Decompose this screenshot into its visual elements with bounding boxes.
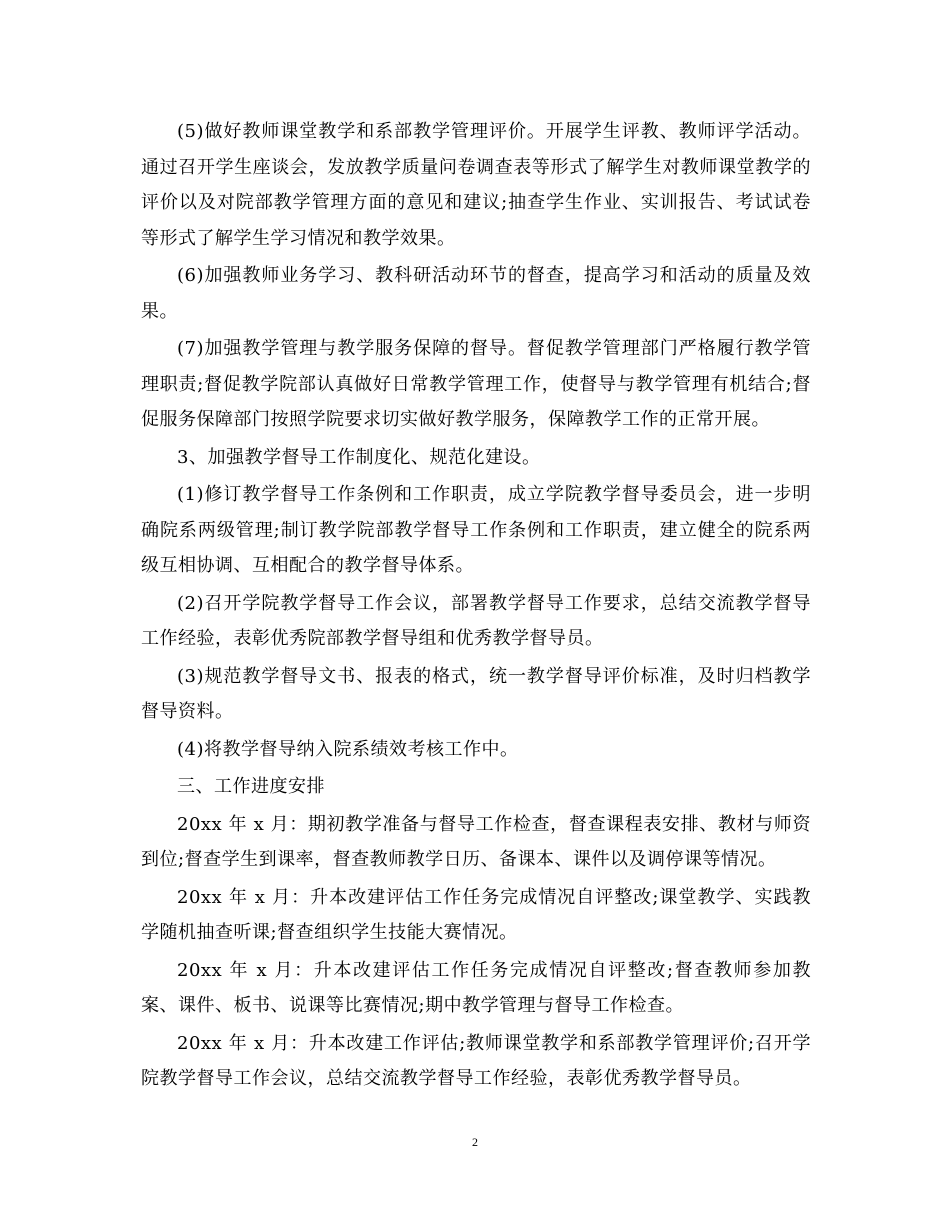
schedule-item: 20xx 年 x 月：升本改建评估工作任务完成情况自评整改;督查教师参加教案、课件、板书、说课等比赛情况;期中教学管理与督导工作检查。 bbox=[141, 959, 811, 1016]
paragraph: (4)将教学督导纳入院系绩效考核工作中。 bbox=[177, 738, 519, 760]
schedule-item: 20xx 年 x 月：期初教学准备与督导工作检查，督查课程表安排、教材与师资到位;督查学生到课率，督查教师教学日历、备课本、课件以及调停课等情况。 bbox=[141, 813, 811, 870]
paragraph: (6)加强教师业务学习、教科研活动环节的督查，提高学习和活动的质量及效果。 bbox=[141, 265, 811, 322]
page-number: 2 bbox=[472, 1135, 478, 1149]
document-body bbox=[141, 114, 811, 1099]
paragraph: (7)加强教学管理与教学服务保障的督导。督促教学管理部门严格履行教学管理职责;督促教学院部认真做好日常教学管理工作，使督导与教学管理有机结合;督促服务保障部门按照学院要求切实做好教学服务，保障教学工作的正常开展。 bbox=[141, 338, 811, 430]
schedule-item: 20xx 年 x 月：升本改建工作评估;教师课堂教学和系部教学管理评价;召开学院教学督导工作会议，总结交流教学督导工作经验，表彰优秀教学督导员。 bbox=[141, 1032, 811, 1089]
paragraph: (3)规范教学督导文书、报表的格式，统一教学督导评价标准，及时归档教学督导资料。 bbox=[141, 665, 811, 722]
paragraph: (2)召开学院教学督导工作会议，部署教学督导工作要求，总结交流教学督导工作经验，表彰优秀院部教学督导组和优秀教学督导员。 bbox=[141, 592, 811, 649]
section-heading: 3、加强教学督导工作制度化、规范化建设。 bbox=[177, 446, 541, 468]
section-heading: 三、工作进度安排 bbox=[177, 776, 325, 797]
paragraph: (1)修订教学督导工作条例和工作职责，成立学院教学督导委员会，进一步明确院系两级管理;制订教学院部教学督导工作条例和工作职责，建立健全的院系两级互相协调、互相配合的教学督导体系。 bbox=[141, 484, 811, 576]
schedule-item: 20xx 年 x 月：升本改建评估工作任务完成情况自评整改;课堂教学、实践教学随机抽查听课;督查组织学生技能大赛情况。 bbox=[141, 886, 811, 943]
paragraph: (5)做好教师课堂教学和系部教学管理评价。开展学生评教、教师评学活动。通过召开学生座谈会，发放教学质量问卷调查表等形式了解学生对教师课堂教学的评价以及对院部教学管理方面的意见和建议;抽查学生作业、实训报告、考试试卷等形式了解学生学习情况和教学效果。 bbox=[141, 121, 811, 249]
